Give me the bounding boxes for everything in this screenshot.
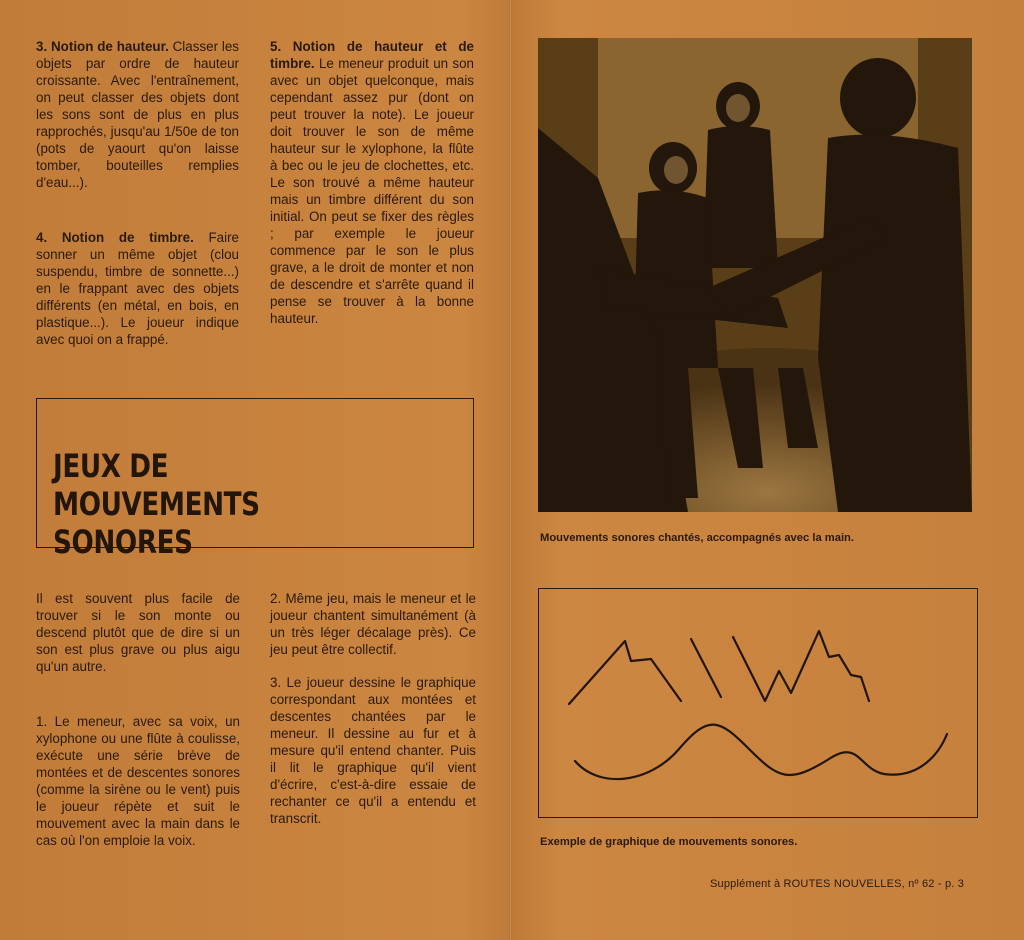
text-column-4	[270, 590, 476, 843]
paragraph-body: Le meneur produit un son avec un objet quelconque, mais cependant assez pur (dont on peut trouver la note). Le joueur doit trouver le son de même hauteur sur le xylophone, la flûte à bec ou le jeu de clochettes, etc. Le son trouvé a même hauteur mais un timbre différent du son initial. On peut se fixer des règles ; par exemple le joueur commence par le son le plus grave, a le droit de monter et non de descendre et s'arrête quand il pense se trouver à la bonne hauteur.	[270, 56, 474, 326]
paragraph-body: Classer les objets par ordre de hauteur croissante. Avec l'entraînement, on peut classer des objets dont les sons sont de plus en plus rapprochés, jusqu'au 1/50e de ton (pots de yaourt qu'on laisse tomber, bouteilles remplies d'eau...).	[36, 39, 239, 190]
graph-line-wave	[575, 725, 947, 779]
section-title-box	[36, 398, 474, 561]
paragraph-jeu-3: 3. Le joueur dessine le graphique correspondant aux montées et descentes chantées par le meneur. Il dessine au fur et à mesure qu'il entend chanter. Puis il lit le graphique qu'il vient d'écrire, c'est-à-dire essaie de rechanter ce qu'il a entendu et transcrit.	[270, 675, 476, 826]
paragraph-heading: 4. Notion de timbre.	[36, 230, 194, 245]
graph-caption: Exemple de graphique de mouvements sonores.	[540, 836, 798, 848]
text-column-3	[36, 590, 240, 865]
paragraph-hauteur-timbre	[270, 38, 474, 327]
photo-illustration	[538, 38, 972, 512]
paragraph-heading: 5. Notion de hauteur et de timbre.	[270, 39, 474, 71]
paragraph-notion-hauteur	[36, 38, 239, 191]
sound-graph-box	[538, 588, 978, 818]
text-column-1	[36, 38, 239, 364]
graph-line-upper-2	[691, 639, 721, 697]
page-fold	[509, 0, 512, 940]
paragraph-jeu-2: 2. Même jeu, mais le meneur et le joueur chantent simultanément (à un très léger décalage près). Ce jeu peut être collectif.	[270, 591, 476, 657]
section-title	[53, 447, 397, 561]
text-column-2	[270, 38, 474, 343]
graph-line-upper-3	[733, 631, 869, 701]
title-line-1: JEUX DE	[53, 447, 169, 485]
page-footer: Supplément à ROUTES NOUVELLES, nº 62 - p. 3	[710, 878, 965, 890]
children-photo	[538, 38, 972, 512]
title-line-2: MOUVEMENTS SONORES	[53, 485, 260, 561]
paragraph-body: Faire sonner un même objet (clou suspendu, timbre de sonnette...) en le frappant avec des objets différents (en métal, en bois, en plastique...). Le joueur indique avec quoi on a frappé.	[36, 230, 239, 347]
paragraph-notion-timbre	[36, 229, 239, 348]
graph-line-upper-1	[569, 641, 681, 704]
paragraph-jeu-1: 1. Le meneur, avec sa voix, un xylophone ou une flûte à coulisse, exécute une série brève de montées et de descentes sonores (comme la sirène ou le vent) puis le joueur répète et suit le mouvement avec la main dans le cas où l'on emploie la voix.	[36, 714, 240, 848]
paragraph-intro: Il est souvent plus facile de trouver si le son monte ou descend plutôt que de dire si un son est plus grave ou plus aigu qu'un autre.	[36, 591, 240, 674]
photo-caption: Mouvements sonores chantés, accompagnés avec la main.	[540, 532, 854, 544]
paragraph-heading: 3. Notion de hauteur.	[36, 39, 169, 54]
sound-movement-graph	[539, 589, 977, 817]
